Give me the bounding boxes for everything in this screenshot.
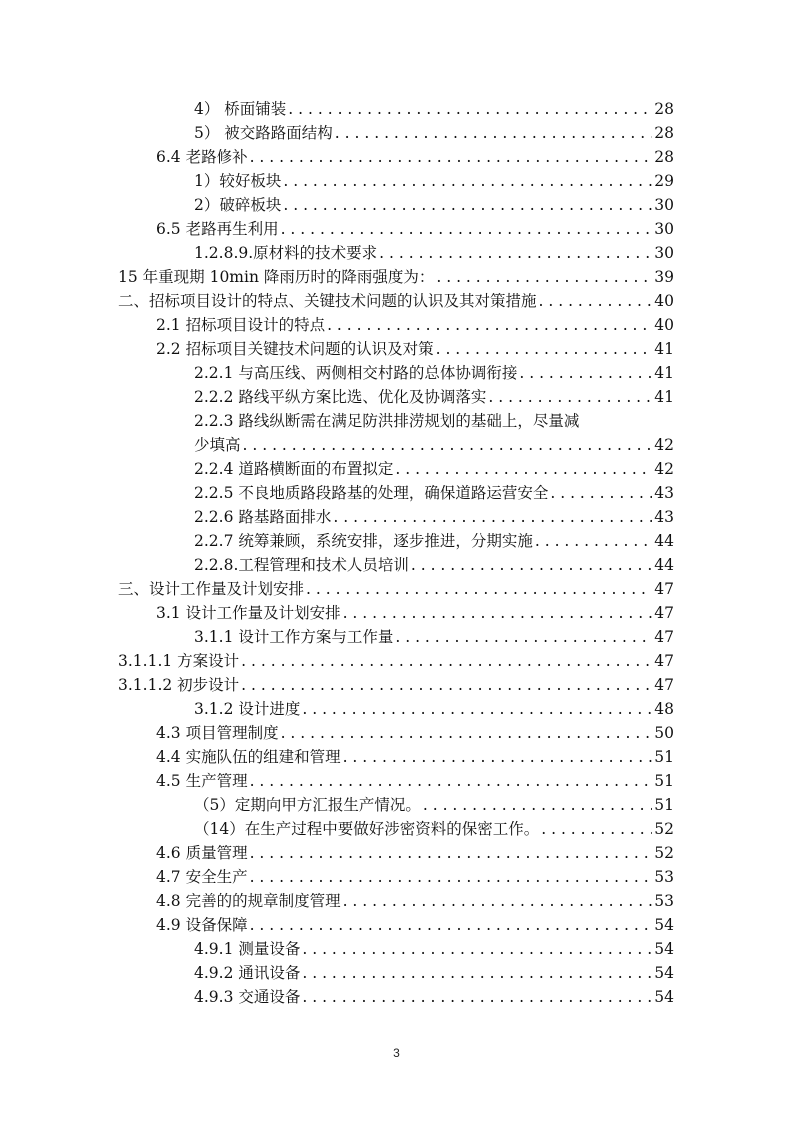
toc-dot-leader <box>436 339 653 359</box>
toc-entry[interactable] <box>118 815 674 839</box>
toc-entry-title: 4.8 完善的的规章制度管理 <box>156 892 341 910</box>
toc-entry-title: 2）破碎板块 <box>194 196 282 214</box>
toc-entry-page-number: 39 <box>654 268 674 286</box>
toc-entry[interactable] <box>118 359 674 383</box>
toc-dot-leader <box>550 483 652 503</box>
toc-entry-page-number: 30 <box>654 196 674 214</box>
toc-dot-leader <box>302 987 652 1007</box>
toc-entry-title: 2.1 招标项目设计的特点 <box>156 316 326 334</box>
toc-entry[interactable] <box>118 623 674 647</box>
toc-entry[interactable] <box>118 695 674 719</box>
toc-entry-page-number: 41 <box>654 364 674 382</box>
toc-entry-title: 6.5 老路再生利用 <box>156 220 279 238</box>
toc-dot-leader <box>327 315 652 335</box>
toc-entry-title: 4.9.1 测量设备 <box>194 940 301 958</box>
toc-entry-page-number: 51 <box>654 748 674 766</box>
toc-entry[interactable] <box>118 215 674 239</box>
toc-entry-title: 5） 被交路路面结构 <box>194 124 333 142</box>
toc-entry-title: 少填高 <box>194 436 241 454</box>
toc-entry[interactable] <box>118 839 674 863</box>
toc-entry-title: 2.2.1 与高压线、两侧相交村路的总体协调衔接 <box>194 364 518 382</box>
toc-entry[interactable] <box>118 671 674 695</box>
toc-dot-leader <box>288 99 652 119</box>
toc-entry-title: （5）定期向甲方汇报生产情况。 <box>194 796 421 814</box>
toc-dot-leader <box>535 531 652 551</box>
toc-dot-leader <box>302 939 652 959</box>
toc-entry-title: 2.2.2 路线平纵方案比选、优化及协调落实 <box>194 388 487 406</box>
toc-entry-page-number: 28 <box>654 100 674 118</box>
toc-entry-title: 3.1.2 设计进度 <box>194 700 301 718</box>
toc-entry-title: 4.9 设备保障 <box>156 916 248 934</box>
toc-entry-page-number: 54 <box>654 940 674 958</box>
toc-entry[interactable] <box>118 863 674 887</box>
toc-entry[interactable] <box>118 95 674 119</box>
toc-entry[interactable] <box>118 287 674 311</box>
toc-entry[interactable] <box>118 167 674 191</box>
toc-dot-leader <box>379 243 652 263</box>
page-number: 3 <box>393 1046 400 1060</box>
toc-entry-page-number: 54 <box>654 916 674 934</box>
toc-dot-leader <box>343 603 653 623</box>
toc-entry[interactable] <box>118 335 674 359</box>
toc-entry-page-number: 40 <box>654 292 674 310</box>
toc-entry[interactable] <box>118 599 674 623</box>
toc-dot-leader <box>281 219 653 239</box>
toc-entry-title: 4.3 项目管理制度 <box>156 724 279 742</box>
toc-entry[interactable] <box>118 767 674 791</box>
toc-entry-page-number: 47 <box>654 604 674 622</box>
toc-entry-page-number: 47 <box>654 652 674 670</box>
toc-entry-page-number: 29 <box>654 172 674 190</box>
toc-entry-title: 2.2.3 路线纵断需在满足防洪排涝规划的基础上，尽量减 <box>194 412 580 430</box>
toc-entry-title: 2.2.4 道路横断面的布置拟定 <box>194 460 394 478</box>
toc-entry-title: 1.2.8.9.原材料的技术要求 <box>194 244 378 262</box>
toc-entry-title: 4） 桥面铺装 <box>194 100 287 118</box>
toc-entry-page-number: 53 <box>654 868 674 886</box>
toc-entry-page-number: 47 <box>654 676 674 694</box>
toc-entry[interactable] <box>118 791 674 815</box>
toc-entry[interactable] <box>118 719 674 743</box>
toc-entry-page-number: 42 <box>654 460 674 478</box>
toc-entry[interactable] <box>118 743 674 767</box>
toc-entry-title: （14）在生产过程中要做好涉密资料的保密工作。 <box>194 820 540 838</box>
toc-dot-leader <box>395 627 652 647</box>
toc-entry-title: 三、设计工作量及计划安排 <box>118 580 305 598</box>
toc-dot-leader <box>436 267 652 287</box>
toc-entry-page-number: 52 <box>654 820 674 838</box>
toc-entry[interactable] <box>118 935 674 959</box>
toc-entry-page-number: 41 <box>654 340 674 358</box>
toc-entry-title: 2.2.8.工程管理和技术人员培训 <box>194 556 409 574</box>
toc-dot-leader <box>243 435 653 455</box>
toc-dot-leader <box>241 675 652 695</box>
toc-entry-page-number: 44 <box>654 532 674 550</box>
toc-dot-leader <box>250 867 653 887</box>
toc-entry-title: 3.1 设计工作量及计划安排 <box>156 604 341 622</box>
toc-dot-leader <box>541 819 652 839</box>
toc-entry-page-number: 30 <box>654 244 674 262</box>
toc-entry-title: 1）较好板块 <box>194 172 282 190</box>
toc-entry[interactable] <box>118 887 674 911</box>
toc-entry-title: 4.7 安全生产 <box>156 868 248 886</box>
toc-entry-title: 2.2 招标项目关键技术问题的认识及对策 <box>156 340 434 358</box>
toc-entry[interactable] <box>118 431 674 455</box>
toc-entry[interactable] <box>118 239 674 263</box>
toc-entry[interactable] <box>118 983 674 1007</box>
toc-entry-page-number: 51 <box>654 772 674 790</box>
toc-entry[interactable] <box>118 119 674 143</box>
toc-dot-leader <box>411 555 652 575</box>
toc-dot-leader <box>333 507 652 527</box>
toc-entry-page-number: 28 <box>654 124 674 142</box>
toc-dot-leader <box>423 795 652 815</box>
toc-dot-leader <box>250 915 653 935</box>
toc-entry[interactable] <box>118 263 674 287</box>
toc-entry-page-number: 30 <box>654 220 674 238</box>
toc-entry-page-number: 47 <box>654 628 674 646</box>
toc-entry-page-number: 28 <box>654 148 674 166</box>
toc-dot-leader <box>306 579 652 599</box>
toc-entry-page-number: 53 <box>654 892 674 910</box>
toc-entry-title: 2.2.7 统筹兼顾，系统安排，逐步推进，分期实施 <box>194 532 533 550</box>
toc-entry[interactable] <box>118 407 674 431</box>
toc-entry-page-number: 40 <box>654 316 674 334</box>
toc-dot-leader <box>539 291 653 311</box>
toc-dot-leader <box>302 699 652 719</box>
toc-entry-title: 4.9.3 交通设备 <box>194 988 301 1006</box>
toc-entry-page-number: 43 <box>654 508 674 526</box>
toc-entry-title: 3.1.1.1 方案设计 <box>118 652 240 670</box>
toc-entry[interactable] <box>118 383 674 407</box>
toc-entry[interactable] <box>118 575 674 599</box>
toc-entry[interactable] <box>118 911 674 935</box>
toc-entry-title: 6.4 老路修补 <box>156 148 248 166</box>
toc-entry-page-number: 44 <box>654 556 674 574</box>
toc-entry-title: 3.1.1 设计工作方案与工作量 <box>194 628 394 646</box>
toc-entry[interactable] <box>118 479 674 503</box>
toc-entry[interactable] <box>118 527 674 551</box>
toc-entry[interactable] <box>118 959 674 983</box>
toc-entry-page-number: 51 <box>654 796 674 814</box>
toc-entry-page-number: 48 <box>654 700 674 718</box>
toc-dot-leader <box>343 747 653 767</box>
toc-entry[interactable] <box>118 191 674 215</box>
toc-entry[interactable] <box>118 647 674 671</box>
toc-entry-page-number: 50 <box>654 724 674 742</box>
toc-dot-leader <box>283 195 652 215</box>
toc-dot-leader <box>250 843 653 863</box>
toc-entry[interactable] <box>118 311 674 335</box>
toc-dot-leader <box>488 387 652 407</box>
toc-dot-leader <box>281 723 653 743</box>
toc-entry-title: 2.2.5 不良地质路段路基的处理，确保道路运营安全 <box>194 484 549 502</box>
toc-entry[interactable] <box>118 551 674 575</box>
toc-entry-title: 4.4 实施队伍的组建和管理 <box>156 748 341 766</box>
toc-entry-title: 2.2.6 路基路面排水 <box>194 508 332 526</box>
toc-entry-title: 4.6 质量管理 <box>156 844 248 862</box>
toc-entry-page-number: 54 <box>654 988 674 1006</box>
toc-dot-leader <box>250 147 653 167</box>
toc-entry-title: 二、招标项目设计的特点、关键技术问题的认识及其对策措施 <box>118 292 537 310</box>
toc-dot-leader <box>302 963 652 983</box>
toc-entry[interactable] <box>118 503 674 527</box>
toc-entry-title: 4.9.2 通讯设备 <box>194 964 301 982</box>
toc-entry-page-number: 54 <box>654 964 674 982</box>
toc-entry[interactable] <box>118 143 674 167</box>
toc-dot-leader <box>395 459 652 479</box>
toc-entry-title: 4.5 生产管理 <box>156 772 248 790</box>
toc-dot-leader <box>283 171 652 191</box>
toc-dot-leader <box>241 651 652 671</box>
toc-entry-page-number: 43 <box>654 484 674 502</box>
toc-entry-page-number: 41 <box>654 388 674 406</box>
toc-entry-page-number: 42 <box>654 436 674 454</box>
toc-dot-leader <box>335 123 652 143</box>
toc-entry-title: 3.1.1.2 初步设计 <box>118 676 240 694</box>
toc-dot-leader <box>343 891 653 911</box>
toc-entry[interactable] <box>118 455 674 479</box>
toc-entry-page-number: 52 <box>654 844 674 862</box>
toc-entry-page-number: 47 <box>654 580 674 598</box>
toc-dot-leader <box>519 363 652 383</box>
toc-dot-leader <box>250 771 653 791</box>
toc-entry-title: 15 年重现期 10min 降雨历时的降雨强度为： <box>118 268 435 286</box>
